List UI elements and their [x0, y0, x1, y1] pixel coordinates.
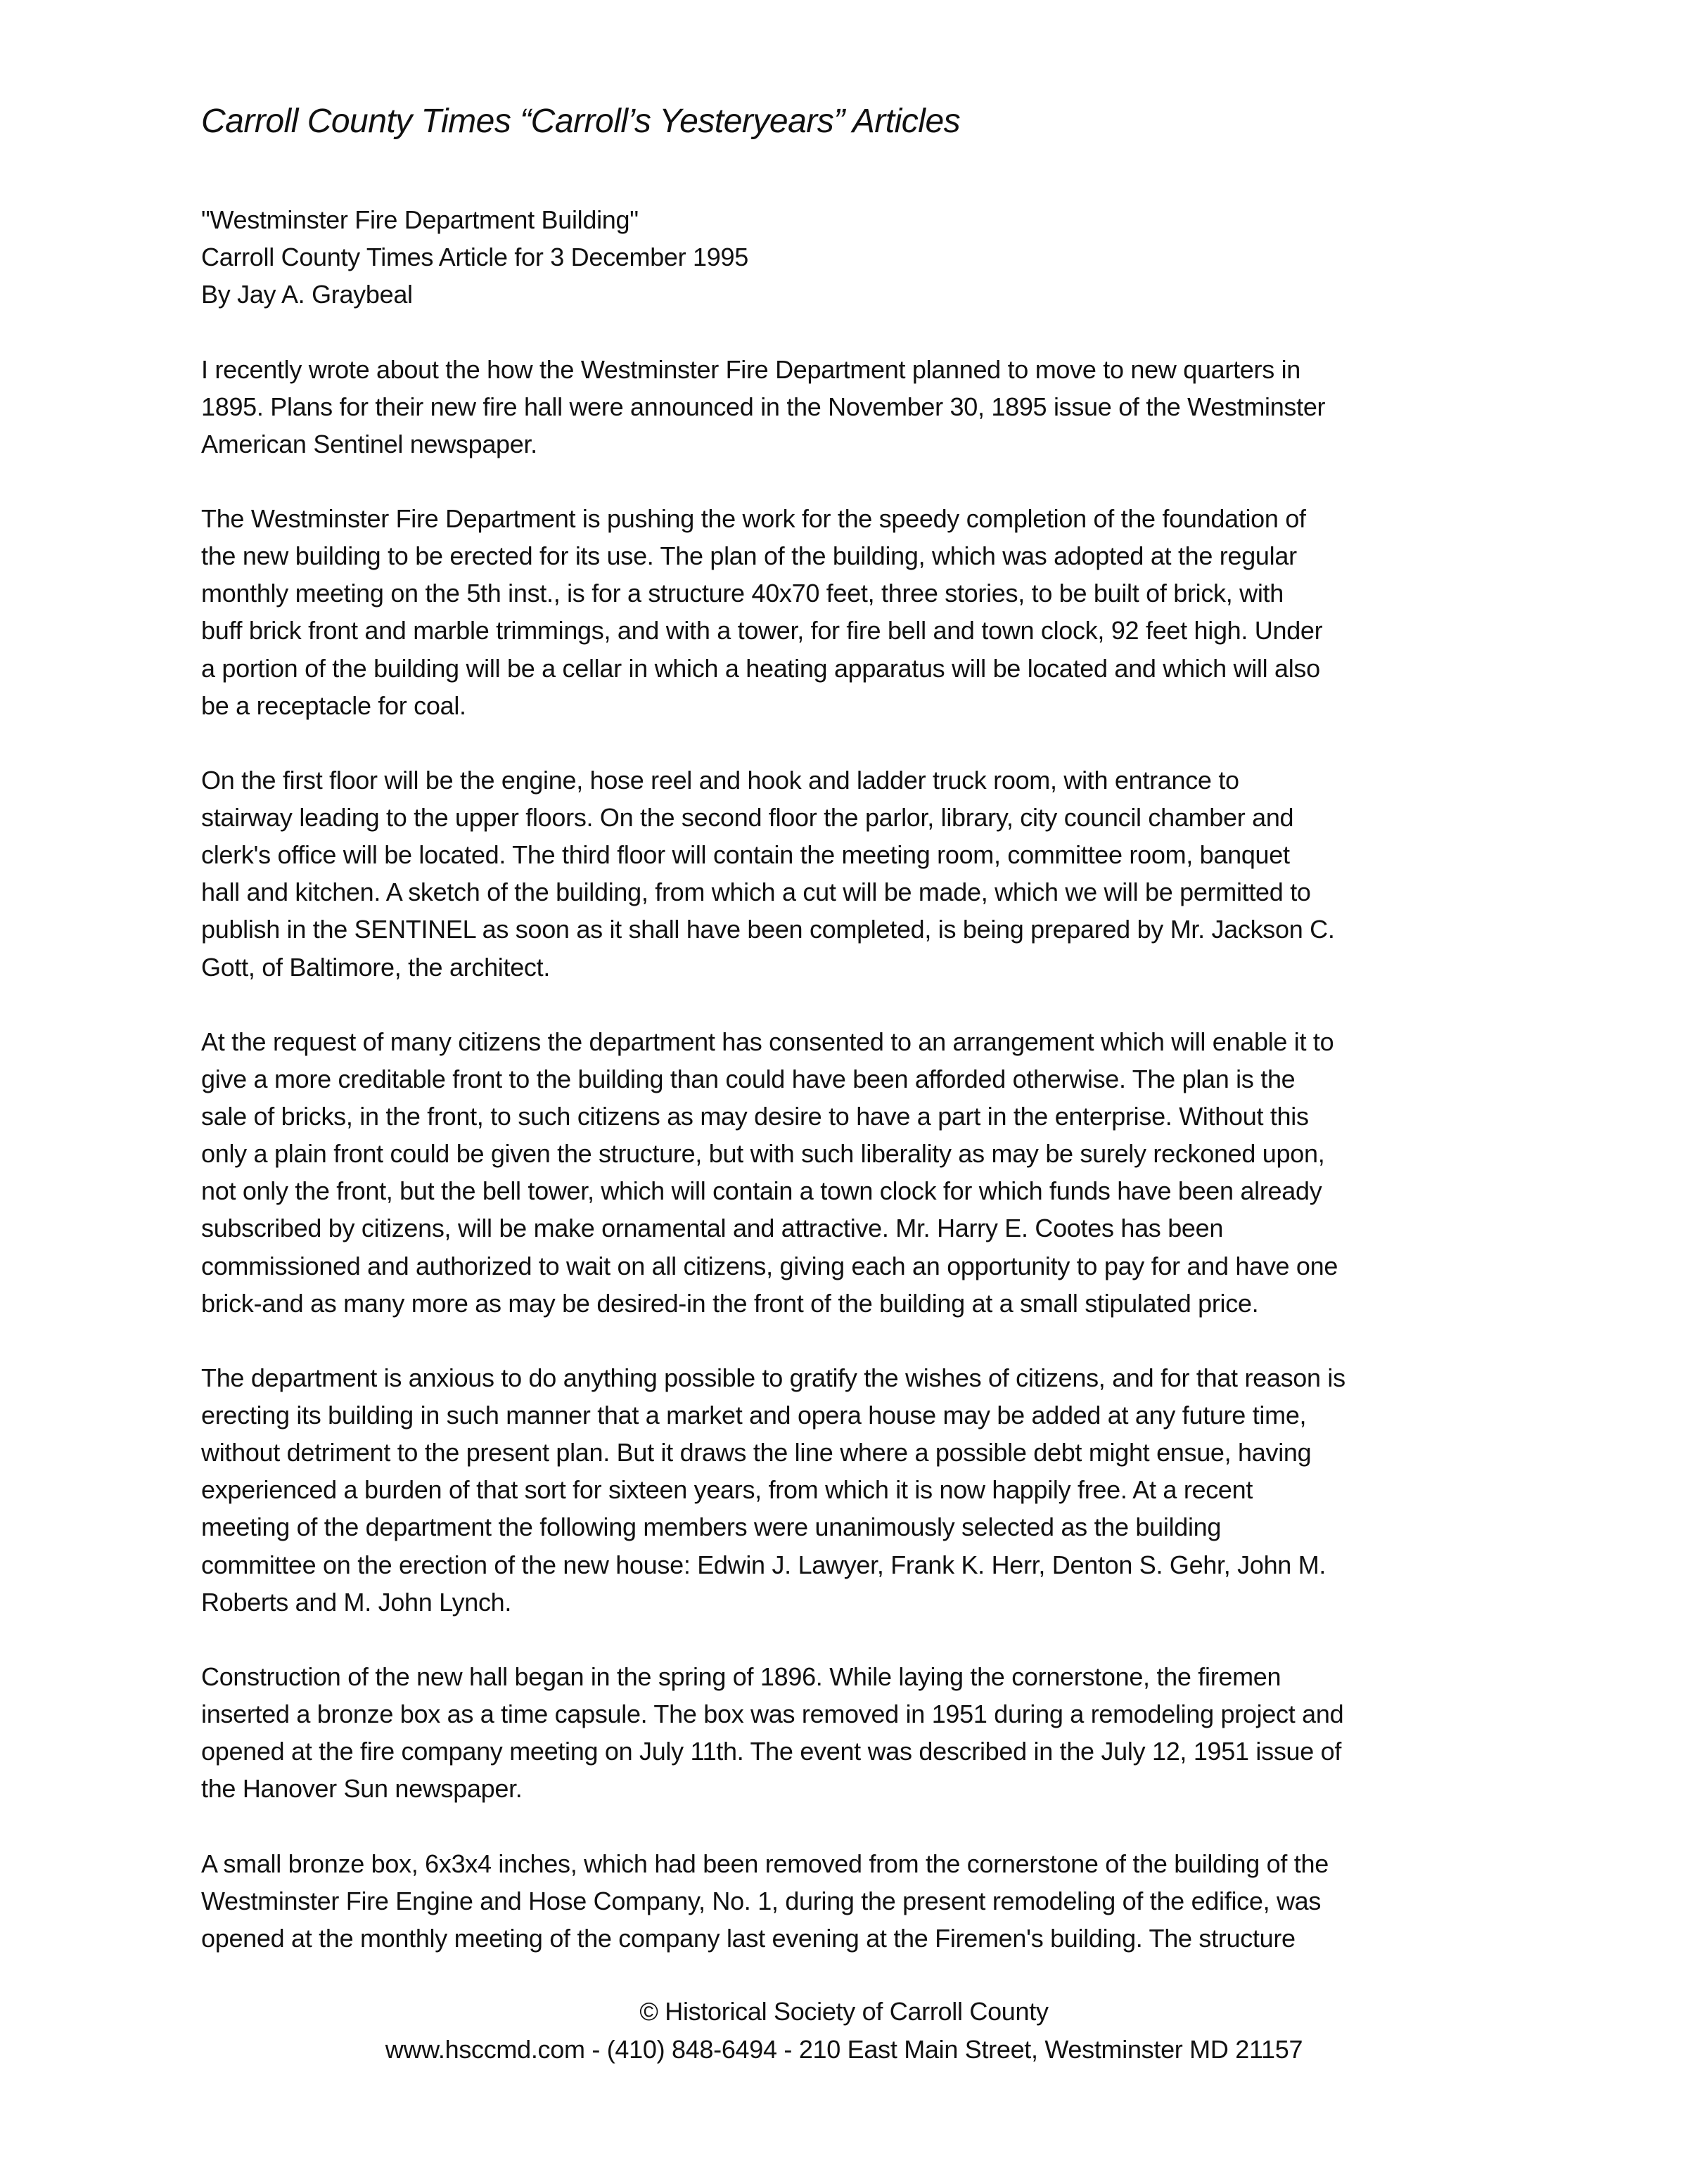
paragraph-line: without detriment to the present plan. But it draws the line where a possible debt might ensue, having	[201, 1438, 1312, 1467]
footer-contact: www.hsccmd.com - (410) 848-6494 - 210 East Main Street, Westminster MD 21157	[385, 2035, 1303, 2064]
paragraph-line: monthly meeting on the 5th inst., is for a structure 40x70 feet, three stories, to be built of brick, with	[201, 579, 1284, 608]
article-byline: By Jay A. Graybeal	[201, 280, 413, 309]
paragraph-line: On the first floor will be the engine, hose reel and hook and ladder truck room, with entrance to	[201, 765, 1239, 795]
paragraph-line: stairway leading to the upper floors. On the second floor the parlor, library, city council chamber and	[201, 803, 1294, 832]
paragraph-line: Westminster Fire Engine and Hose Company, No. 1, during the present remodeling of the edifice, was	[201, 1886, 1322, 1915]
paragraph-line: The department is anxious to do anything possible to gratify the wishes of citizens, and for that reason is	[201, 1363, 1345, 1392]
paragraph-line: a portion of the building will be a cellar in which a heating apparatus will be located and which will also	[201, 653, 1320, 683]
paragraph-line: sale of bricks, in the front, to such citizens as may desire to have a part in the enterprise. Without this	[201, 1102, 1309, 1131]
paragraph-line: committee on the erection of the new house: Edwin J. Lawyer, Frank K. Herr, Denton S. Gehr, John M.	[201, 1550, 1326, 1579]
paragraph-line: hall and kitchen. A sketch of the building, from which a cut will be made, which we will be permitted to	[201, 878, 1311, 907]
paragraph-line: experienced a burden of that sort for sixteen years, from which it is now happily free. At a recent	[201, 1475, 1253, 1505]
paragraph-line: only a plain front could be given the structure, but with such liberality as may be surely reckoned upon,	[201, 1139, 1325, 1169]
paragraph-line: be a receptacle for coal.	[201, 690, 466, 720]
paragraph-line: At the request of many citizens the department has consented to an arrangement which will enable it to	[201, 1027, 1334, 1056]
article-paragraph	[201, 1023, 1509, 1322]
paragraph-line: commissioned and authorized to wait on all citizens, giving each an opportunity to pay for and have one	[201, 1251, 1338, 1280]
paragraph-line: give a more creditable front to the building than could have been afforded otherwise. The plan is the	[201, 1064, 1296, 1093]
paragraph-line: clerk's office will be located. The third floor will contain the meeting room, committee room, banquet	[201, 840, 1290, 870]
paragraph-line: inserted a bronze box as a time capsule. The box was removed in 1951 during a remodeling project and	[201, 1700, 1344, 1728]
page-header-title: Carroll County Times “Carroll’s Yesteryears” Articles	[201, 103, 961, 140]
article-source: Carroll County Times Article for 3 December 1995	[201, 243, 748, 272]
paragraph-line: erecting its building in such manner that a market and opera house may be added at any future time,	[201, 1401, 1307, 1430]
paragraph-line: opened at the monthly meeting of the company last evening at the Firemen's building. The structure	[201, 1923, 1296, 1953]
article-paragraphs	[201, 351, 1509, 1957]
paragraph-line: not only the front, but the bell tower, which will contain a town clock for which funds have been already	[201, 1176, 1322, 1206]
footer-copyright: © Historical Society of Carroll County	[639, 1997, 1049, 2026]
paragraph-line: I recently wrote about the how the Westminster Fire Department planned to move to new quarters in	[201, 354, 1301, 384]
paragraph-line: opened at the fire company meeting on July 11th. The event was described in the July 12, 1951 issue of	[201, 1737, 1342, 1766]
paragraph-line: publish in the SENTINEL as soon as it shall have been completed, is being prepared by Mr. Jackson C.	[201, 915, 1335, 944]
paragraph-line: Construction of the new hall began in the spring of 1896. While laying the cornerstone, the firemen	[201, 1662, 1281, 1691]
page-footer	[0, 1993, 1688, 2069]
article-paragraph	[201, 1359, 1509, 1621]
paragraph-line: A small bronze box, 6x3x4 inches, which had been removed from the cornerstone of the building of the	[201, 1849, 1329, 1878]
paragraph-line: meeting of the department the following members were unanimously selected as the building	[201, 1512, 1222, 1542]
article-paragraph	[201, 762, 1509, 986]
paragraph-line: American Sentinel newspaper.	[201, 429, 537, 458]
article-paragraph	[201, 351, 1509, 463]
article-body	[201, 201, 1509, 1994]
article-headline: "Westminster Fire Department Building"	[201, 205, 639, 234]
paragraph-line: Gott, of Baltimore, the architect.	[201, 952, 551, 982]
article-paragraph	[201, 500, 1509, 724]
article-paragraph	[201, 1845, 1509, 1957]
paragraph-line: 1895. Plans for their new fire hall were announced in the November 30, 1895 issue of the Westminster	[201, 392, 1326, 421]
paragraph-line: the Hanover Sun newspaper.	[201, 1774, 523, 1804]
paragraph-line: brick-and as many more as may be desired-in the front of the building at a small stipulated price.	[201, 1288, 1259, 1318]
paragraph-line: the new building to be erected for its use. The plan of the building, which was adopted at the regular	[201, 541, 1297, 571]
article-paragraph	[201, 1658, 1509, 1808]
paragraph-line: subscribed by citizens, will be make ornamental and attractive. Mr. Harry E. Cootes has been	[201, 1214, 1224, 1243]
paragraph-line: buff brick front and marble trimmings, and with a tower, for fire bell and town clock, 92 feet high. Under	[201, 616, 1323, 645]
article-heading-block	[201, 201, 1509, 313]
paragraph-line: The Westminster Fire Department is pushing the work for the speedy completion of the foundation of	[201, 504, 1306, 533]
paragraph-line: Roberts and M. John Lynch.	[201, 1587, 512, 1617]
